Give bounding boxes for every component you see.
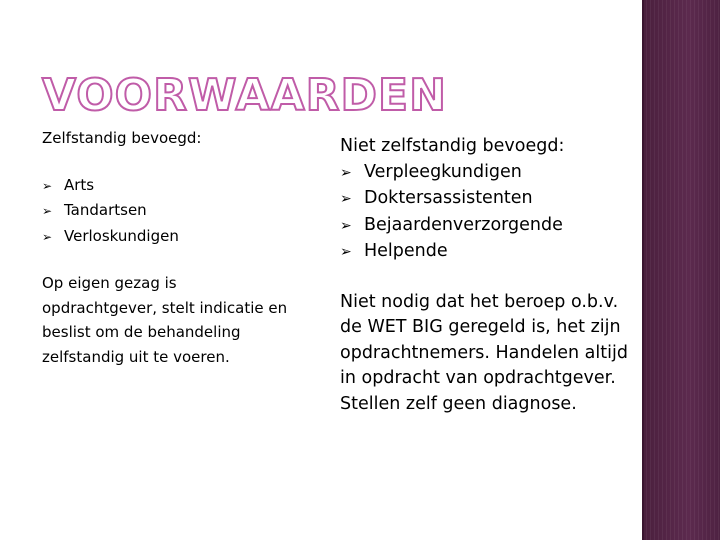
list-item <box>340 213 640 240</box>
sidebar-texture <box>642 0 720 540</box>
sidebar-edge <box>642 0 644 540</box>
arrowhead-bullet-icon: ➢ <box>42 178 53 193</box>
decorative-sidebar <box>642 0 720 540</box>
arrowhead-bullet-icon: ➢ <box>340 191 352 207</box>
list-item-label: Arts <box>64 175 95 194</box>
arrowhead-bullet-icon: ➢ <box>42 229 53 244</box>
list-item <box>42 173 292 199</box>
left-paragraph: Op eigen gezag is opdrachtgever, stelt indicatie en beslist om de behandeling zelfstandig uit te voeren. <box>42 274 288 366</box>
right-heading: Niet zelfstandig bevoegd: <box>340 136 565 156</box>
list-item-label: Verloskundigen <box>64 226 179 245</box>
left-heading: Zelfstandig bevoegd: <box>42 129 202 147</box>
slide-title: VOORWAARDEN <box>42 70 447 121</box>
list-item-label: Doktersassistenten <box>364 188 533 208</box>
arrowhead-bullet-icon: ➢ <box>340 244 352 260</box>
list-item-label: Bejaardenverzorgende <box>364 214 563 235</box>
list-item-label: Helpende <box>364 241 448 261</box>
arrowhead-bullet-icon: ➢ <box>340 217 352 234</box>
right-paragraph: Niet nodig dat het beroep o.b.v. de WET BIG geregeld is, het zijn opdrachtnemers. Handelen altijd in opdracht van opdrachtgever. Stellen zelf geen diagnose. <box>340 291 628 414</box>
list-item <box>340 186 640 213</box>
arrowhead-bullet-icon: ➢ <box>42 204 53 218</box>
left-bullet-list <box>42 173 292 250</box>
right-column <box>340 134 640 417</box>
list-item-label: Verpleegkundigen <box>364 161 522 182</box>
right-bullet-list <box>340 160 640 266</box>
arrowhead-bullet-icon: ➢ <box>340 164 352 181</box>
list-item <box>42 198 292 224</box>
list-item-label: Tandartsen <box>64 201 147 219</box>
left-column <box>42 126 292 369</box>
list-item <box>42 224 292 250</box>
list-item <box>340 239 640 266</box>
list-item <box>340 160 640 187</box>
